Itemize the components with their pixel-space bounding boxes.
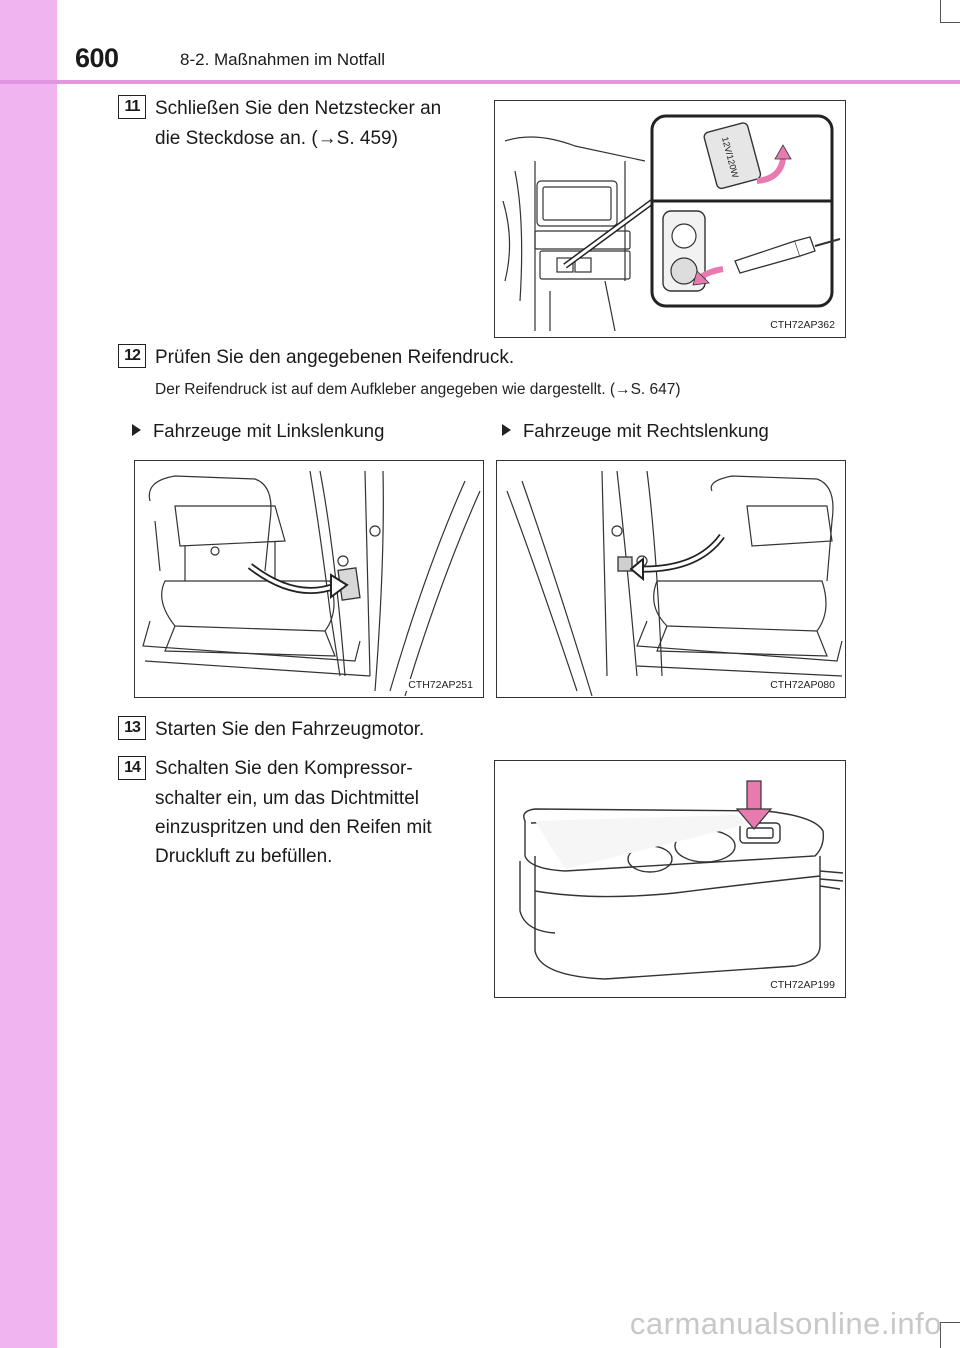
- lhd-seat-illustration: [135, 461, 483, 697]
- variant-label-lhd-text: Fahrzeuge mit Linkslenkung: [153, 420, 385, 441]
- cap-label: 12V/120W: [719, 135, 741, 179]
- step-12-text: Prüfen Sie den angegebenen Reifendruck.: [155, 347, 515, 368]
- step-14-line-2: schalter ein, um das Dichtmittel: [155, 788, 419, 809]
- step-11-line-2: die Steckdose an. (→S. 459): [155, 128, 398, 149]
- figure-code: CTH72AP080: [770, 679, 835, 691]
- dashboard-socket-illustration: [495, 101, 845, 337]
- socket-figure: [494, 100, 846, 338]
- triangle-bullet-icon: [502, 424, 511, 436]
- compressor-illustration: [495, 761, 845, 997]
- variant-label-rhd-text: Fahrzeuge mit Rechtslenkung: [523, 420, 769, 441]
- figure-code: CTH72AP362: [770, 319, 835, 331]
- compressor-figure: [494, 760, 846, 998]
- variant-label-rhd: [502, 420, 769, 442]
- header-rule: [0, 80, 960, 84]
- section-title: 8-2. Maßnahmen im Notfall: [180, 50, 386, 69]
- step-14-line-4: Druckluft zu befüllen.: [155, 846, 333, 867]
- page-number: 600: [75, 43, 119, 73]
- figure-code: CTH72AP199: [770, 979, 835, 991]
- step-number-11: 11: [118, 95, 146, 119]
- rhd-figure: [496, 460, 846, 698]
- step-13-text: Starten Sie den Fahrzeugmotor.: [155, 719, 425, 740]
- side-tab: [0, 0, 57, 1348]
- step-number-13: 13: [118, 716, 146, 740]
- crop-mark: [940, 22, 960, 23]
- step-14-line-1: Schalten Sie den Kompressor-: [155, 758, 413, 779]
- step-12-note: Der Reifendruck ist auf dem Aufkleber angegeben wie dargestellt. (→S. 647): [155, 381, 681, 398]
- crop-mark: [940, 1322, 960, 1323]
- rhd-seat-illustration: [497, 461, 845, 697]
- watermark: carmanualsonline.info: [629, 1306, 942, 1341]
- step-number-14: 14: [118, 756, 146, 780]
- variant-label-lhd: [132, 420, 384, 442]
- step-number-12: 12: [118, 344, 146, 368]
- lhd-figure: [134, 460, 484, 698]
- step-14-line-3: einzuspritzen und den Reifen mit: [155, 817, 432, 838]
- crop-mark: [940, 0, 941, 22]
- step-11-line-1: Schließen Sie den Netzstecker an: [155, 98, 442, 119]
- triangle-bullet-icon: [132, 424, 141, 436]
- figure-code: CTH72AP251: [408, 679, 473, 691]
